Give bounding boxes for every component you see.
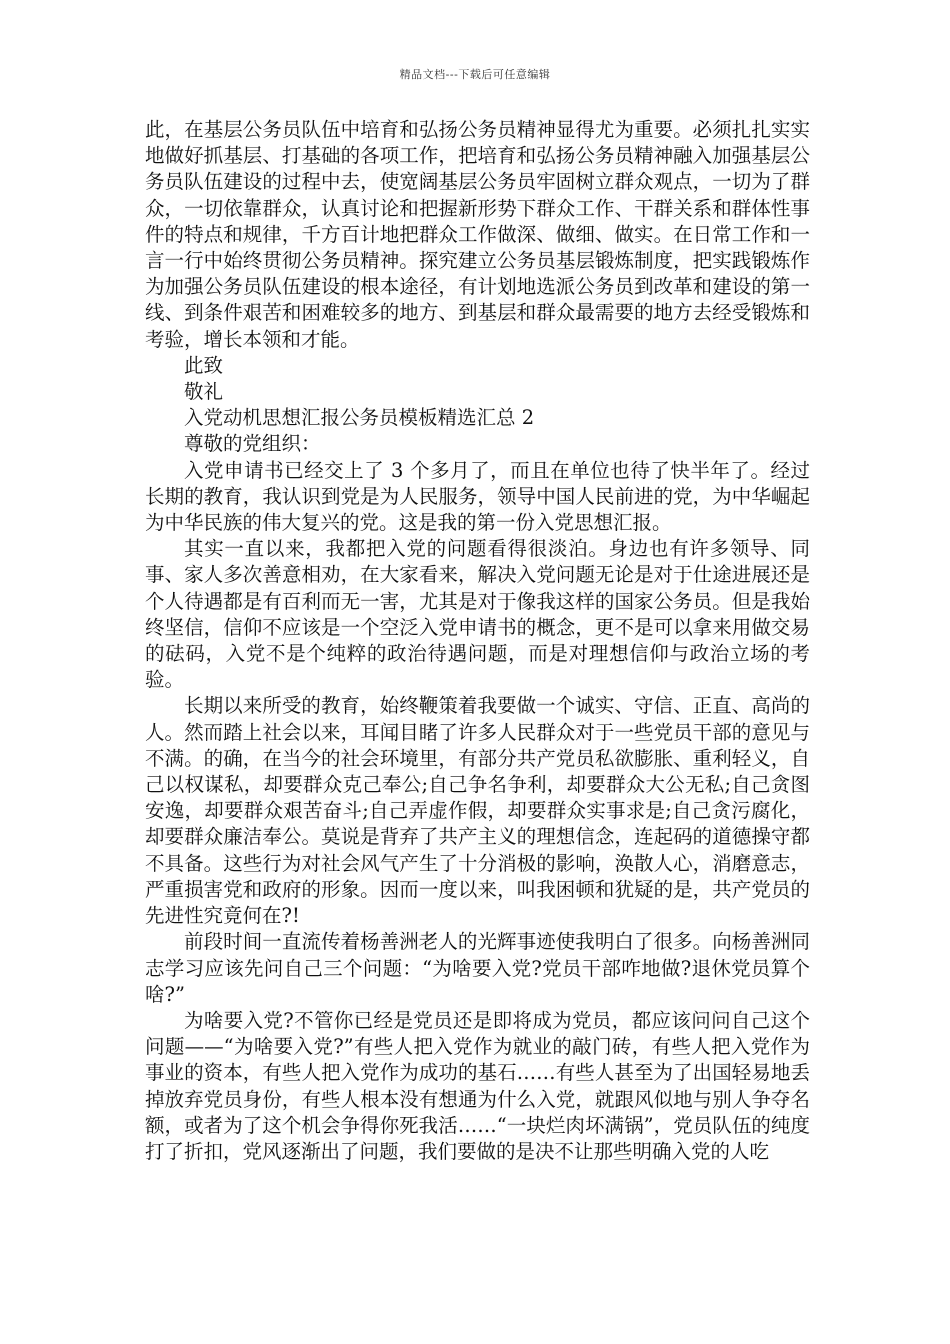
paragraph: 其实一直以来，我都把入党的问题看得很淡泊。身边也有许多领导、同事、家人多次善意相劝，在大家看来，解决入党问题无论是对于仕途进展还是个人待遇都是有百利而无一害，尤其是对于像我这样的国家公务员。但是我始终坚信，信仰不应该是一个空泛入党申请书的概念，更不是可以拿来用做交易的砝码，入党不是个纯粹的政治待遇问题，而是对理想信仰与政治立场的考验。 [145,537,810,692]
paragraph: 前段时间一直流传着杨善洲老人的光辉事迹使我明白了很多。向杨善洲同志学习应该先问自己三个问题：“为啥要入党?党员干部咋地做?退休党员算个啥?” [145,930,810,1006]
closing-line: 敬礼 [184,380,224,404]
document-body [145,117,810,1165]
paragraph: 此，在基层公务员队伍中培育和弘扬公务员精神显得尤为重要。必须扎扎实实地做好抓基层、打基础的各项工作，把培育和弘扬公务员精神融入加强基层公务员队伍建设的过程中去，使宽阔基层公务员牢固树立群众观点，一切为了群众，一切依靠群众，认真讨论和把握新形势下群众工作、干群关系和群体性事件的特点和规律，千方百计地把群众工作做深、做细、做实。在日常工作和一言一行中始终贯彻公务员精神。探究建立公务员基层锻炼制度，把实践锻炼作为加强公务员队伍建设的根本途径，有计划地选派公务员到改革和建设的第一线、到条件艰苦和困难较多的地方、到基层和群众最需要的地方去经受锻炼和考验，增长本领和才能。 [145,118,810,351]
paragraph: 为啥要入党?不管你已经是党员还是即将成为党员，都应该问问自己这个问题——“为啥要入党?”有些人把入党作为就业的敲门砖，有些人把入党作为事业的资本，有些人把入党作为成功的基石……有些人甚至为了出国轻易地丢掉放弃党员身份，有些人根本没有想通为什么入党，就跟风似地与别人争夺名额，或者为了这个机会争得你死我活……“一块烂肉坏满锅”，党员队伍的纯度打了折扣，党风逐渐出了问题，我们要做的是决不让那些明确入党的人吃 [145,1008,810,1163]
salutation: 尊敬的党组织： [184,432,321,456]
closing-line: 此致 [184,353,224,377]
page-header: 精品文档---下载后可任意编辑 [399,68,551,81]
paragraph: 长期以来所受的教育，始终鞭策着我要做一个诚实、守信、正直、高尚的人。然而踏上社会以来，耳闻目睹了许多人民群众对于一些党员干部的意见与不满。的确，在当今的社会环境里，有部分共产党员私欲膨胀、重利轻义，自己以权谋私，却要群众克己奉公;自己争名争利，却要群众大公无私;自己贪图安逸，却要群众艰苦奋斗;自己弄虚作假，却要群众实事求是;自己贪污腐化，却要群众廉洁奉公。莫说是背弃了共产主义的理想信念，连起码的道德操守都不具备。这些行为对社会风气产生了十分消极的影响，涣散人心，消磨意志，严重损害党和政府的形象。因而一度以来，叫我困顿和犹疑的是，共产党员的先进性究竟何在?! [145,694,810,928]
paragraph: 入党申请书已经交上了 3 个多月了，而且在单位也待了快半年了。经过长期的教育，我认识到党是为人民服务，领导中国人民前进的党，为中华崛起为中华民族的伟大复兴的党。这是我的第一份入党思想汇报。 [145,458,810,535]
section-title: 入党动机思想汇报公务员模板精选汇总 2 [184,406,535,430]
